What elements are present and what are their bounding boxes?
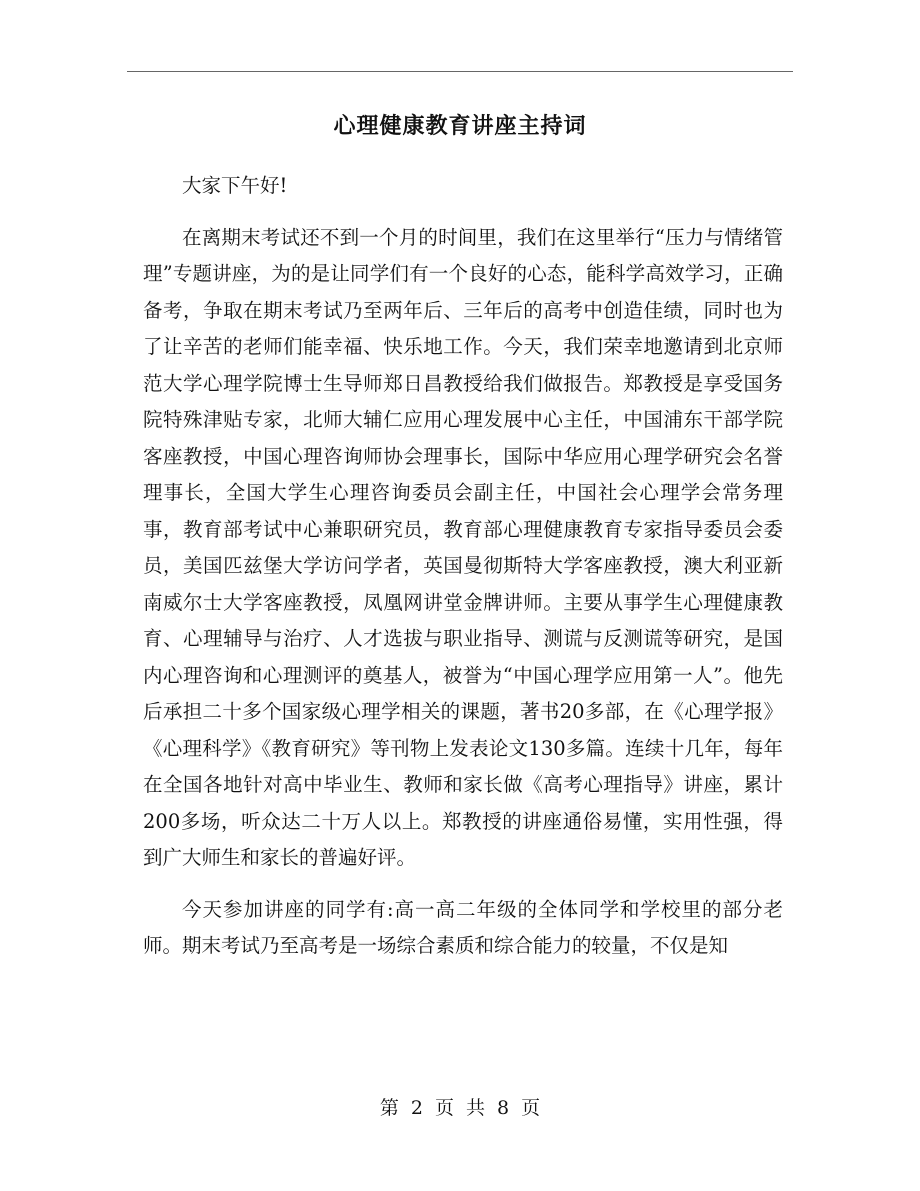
greeting-paragraph: 大家下午好! <box>182 174 288 197</box>
page-number: 第 2 页 共 8 页 <box>379 1097 541 1119</box>
audience-paragraph: 今天参加讲座的同学有:高一高二年级的全体同学和学校里的部分老师。期末考试乃至高考是一场综合素质和综合能力的较量，不仅是知 <box>143 897 783 957</box>
document-body <box>143 168 783 980</box>
header-rule <box>127 71 793 72</box>
introduction-paragraph: 在离期末考试还不到一个月的时间里，我们在这里举行“压力与情绪管理”专题讲座，为的是让同学们有一个良好的心态，能科学高效学习，正确备考，争取在期末考试乃至两年后、三年后的高考中创造佳绩，同时也为了让辛苦的老师们能幸福、快乐地工作。今天，我们荣幸地邀请到北京师范大学心理学院博士生导师郑日昌教授给我们做报告。郑教授是享受国务院特殊津贴专家，北师大辅仁应用心理发展中心主任，中国浦东干部学院客座教授，中国心理咨询师协会理事长，国际中华应用心理学研究会名誉理事长，全国大学生心理咨询委员会副主任，中国社会心理学会常务理事，教育部考试中心兼职研究员，教育部心理健康教育专家指导委员会委员，美国匹兹堡大学访问学者，英国曼彻斯特大学客座教授，澳大利亚新南威尔士大学客座教授，凤凰网讲堂金牌讲师。主要从事学生心理健康教育、心理辅导与治疗、人才选拔与职业指导、测谎与反测谎等研究，是国内心理咨询和心理测评的奠基人，被誉为“中国心理学应用第一人”。他先后承担二十多个国家级心理学相关的课题，著书20多部，在《心理学报》《心理科学》《教育研究》等刊物上发表论文130多篇。连续十几年，每年在全国各地针对高中毕业生、教师和家长做《高考心理指导》讲座，累计200多场，听众达二十万人以上。郑教授的讲座通俗易懂，实用性强，得到广大师生和家长的普遍好评。 <box>143 225 783 869</box>
document-title: 心理健康教育讲座主持词 <box>333 113 587 139</box>
